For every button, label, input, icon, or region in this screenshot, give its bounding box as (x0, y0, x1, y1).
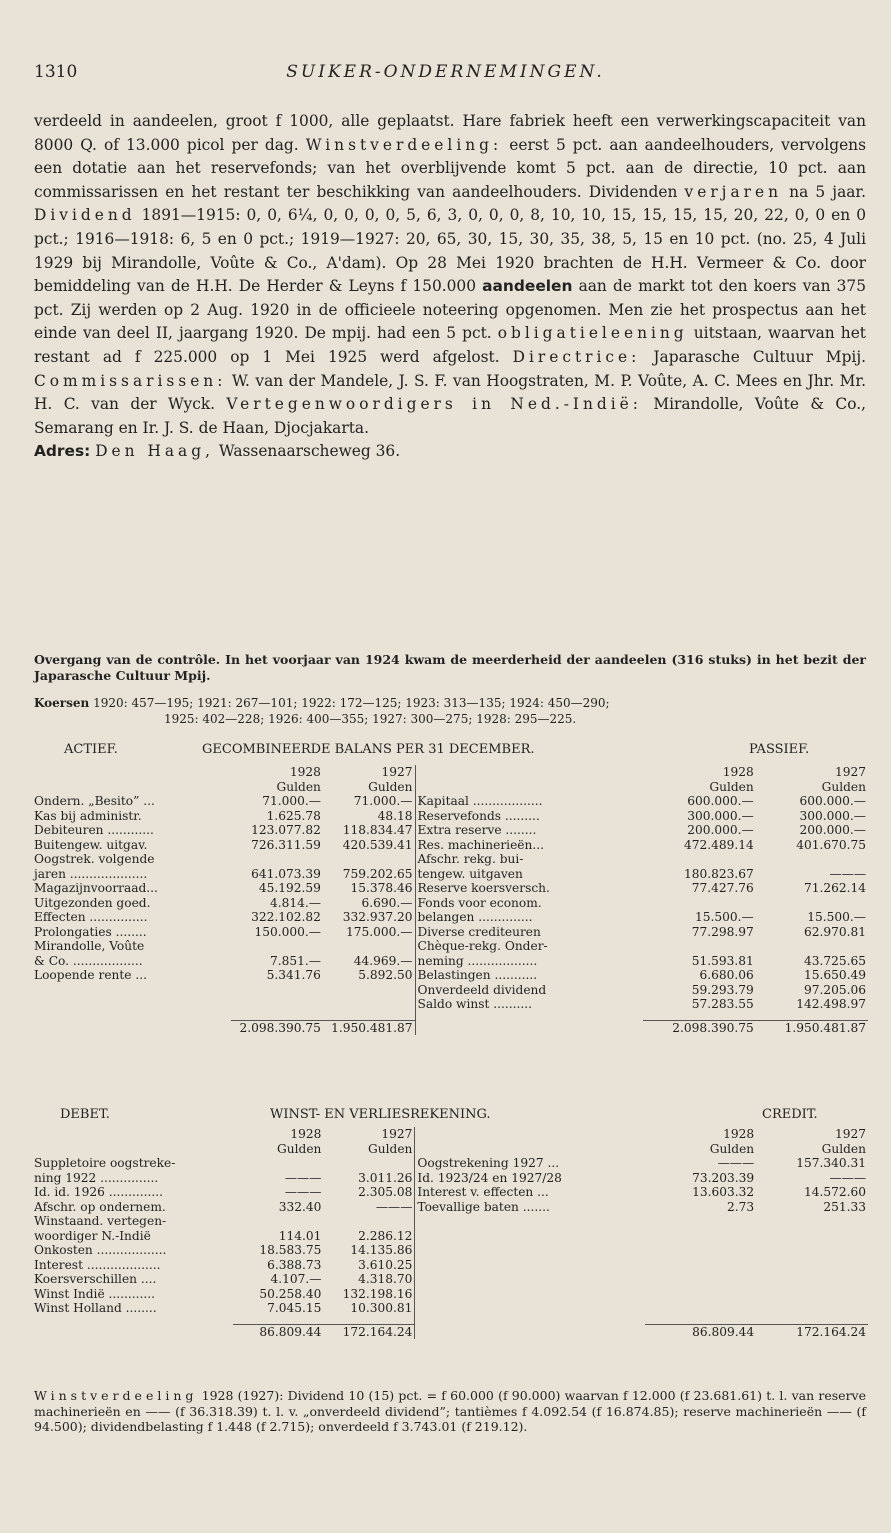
table-row (32, 1200, 868, 1215)
table-cell (643, 939, 755, 954)
table-cell (32, 983, 231, 998)
table-cell (645, 1272, 756, 1287)
table-cell: Interest ................... (34, 1257, 161, 1272)
table-cell: 142.498.97 (796, 997, 866, 1011)
table-cell: ——— (284, 1170, 322, 1185)
table-cell (645, 1214, 756, 1229)
spaced-heading: Dividend (34, 206, 136, 225)
spaced-heading: Directrice: (512, 347, 641, 366)
table-cell (323, 983, 415, 998)
table-cell: 3.011.26 (358, 1170, 413, 1185)
table-row (32, 881, 868, 896)
table-cell: woordiger N.-Indië (34, 1228, 151, 1243)
table-cell (323, 1214, 415, 1229)
koersen-label: Koersen (34, 696, 90, 710)
page-number: 1310 (34, 62, 78, 82)
table-cell: Afschr. op ondernem. (34, 1199, 166, 1214)
table-cell: Belastingen ........... (415, 968, 643, 983)
table-header-row (32, 780, 868, 795)
table-cell: 4.107.— (270, 1272, 322, 1286)
table-cell: 1928 (290, 1127, 322, 1141)
spaced-heading: Vertegenwoordigers in Ned.-Indië: (226, 395, 642, 414)
table-cell: 15.500.— (695, 910, 754, 924)
table-cell (645, 1229, 756, 1244)
table-cell: Interest v. effecten ... (415, 1185, 645, 1200)
table-cell (645, 1301, 756, 1316)
table-cell (415, 1287, 645, 1302)
table-cell (415, 1272, 645, 1287)
table-cell (323, 1316, 415, 1325)
table-cell (323, 852, 415, 867)
table-cell (32, 1127, 233, 1142)
table-cell: 43.725.65 (803, 953, 866, 968)
table-cell: neming .................. (415, 954, 643, 969)
table-cell (415, 1142, 645, 1157)
table-cell (415, 1316, 645, 1325)
table-cell: 157.340.31 (796, 1156, 866, 1170)
table-cell: Kapitaal .................. (415, 794, 643, 809)
table-cell: 300.000.— (799, 808, 866, 823)
table-cell: 1.950.481.87 (331, 1020, 413, 1035)
debet-heading: DEBET. (60, 1107, 110, 1122)
table-cell (231, 983, 323, 998)
table-row (32, 1258, 868, 1273)
page-header (34, 62, 857, 86)
profit-distribution-note: Winstverdeeling 1928 (1927): Dividend 10 (15) pct. = f 60.000 (f 90.000) waarvan f 12.000 (f 23.681.61) t. l. van reserve machinerieën en —— (f 36.318.39) t. l. v. „onverdeeld dividend”; tantièmes f 4.092.54 (f 16.874.85); reserve machinerieën —— (f 94.500); dividendbelasting f 1.448 (f 2.715); onverdeeld f 3.743.01 (f 219.12). (34, 1388, 866, 1434)
table-cell: Gulden (821, 1141, 866, 1156)
table-cell: ning 1922 ............... (34, 1170, 159, 1185)
table-row (32, 852, 868, 867)
table-cell (756, 896, 868, 911)
table-cell: Id. id. 1926 .............. (34, 1185, 163, 1199)
table-cell (756, 1287, 868, 1302)
table-cell: 123.077.82 (251, 823, 321, 837)
table-cell (756, 1214, 868, 1229)
table-cell: Gulden (709, 1141, 755, 1156)
table-cell: 7.851.— (269, 953, 321, 968)
table-cell: 77.298.97 (691, 924, 754, 939)
table-cell: 1927 (834, 765, 866, 779)
table-header-row (32, 765, 868, 780)
table-cell: 2.305.08 (358, 1185, 413, 1199)
table-cell: Res. machinerieën... (415, 838, 643, 853)
table-cell: 6.690.— (361, 895, 413, 910)
spaced-heading: Winstverdeeling: (305, 135, 503, 154)
table-cell (32, 1142, 233, 1157)
table-cell (415, 1214, 645, 1229)
table-cell: Ondern. „Besito” ... (34, 794, 155, 808)
pl-title: WINST- EN VERLIESREKENING. (270, 1107, 491, 1122)
table-cell: 6.388.73 (267, 1257, 322, 1272)
table-cell: Winst Indië ............ (34, 1286, 156, 1301)
table-cell: 1928 (722, 765, 754, 779)
table-cell (231, 997, 323, 1012)
table-row (32, 1214, 868, 1229)
table-cell: Diverse crediteuren (415, 925, 643, 940)
table-cell: 57.283.55 (691, 997, 754, 1011)
table-cell: Reservefonds ......... (415, 809, 643, 824)
table-header-row (32, 1142, 868, 1157)
control-transfer-label: Overgang van de contrôle. (34, 652, 221, 667)
table-cell: 97.205.06 (803, 982, 866, 997)
table-cell: 200.000.— (799, 823, 866, 837)
table-cell (415, 1301, 645, 1316)
table-cell (645, 1243, 756, 1258)
table-cell: 1.950.481.87 (784, 1020, 866, 1035)
table-cell: 1928 (723, 1127, 755, 1141)
profit-loss-table (32, 1127, 868, 1339)
table-row (32, 1243, 868, 1258)
table-cell: 726.311.59 (251, 837, 321, 852)
totals-row (32, 1020, 868, 1035)
table-cell: ——— (829, 866, 866, 881)
table-cell: 10.300.81 (350, 1301, 413, 1315)
table-cell (233, 1156, 324, 1171)
table-cell: 50.258.40 (259, 1286, 322, 1301)
table-cell (32, 780, 231, 795)
table-cell: 322.102.82 (251, 910, 321, 924)
table-cell: 2.73 (727, 1199, 755, 1214)
table-row (32, 939, 868, 954)
share-prices: Koersen 1920: 457—195; 1921: 267—101; 1922: 172—125; 1923: 313—135; 1924: 450—290; 1925: 402—228; 1926: 400—355; 1927: 300—275; 1928: 295—225. (34, 696, 610, 726)
table-cell: 175.000.— (346, 924, 413, 939)
table-cell: ——— (284, 1185, 322, 1199)
spaced-heading: Commissarissen: (34, 371, 227, 390)
table-cell: Afschr. rekg. bui- (415, 852, 643, 867)
table-cell (32, 1316, 233, 1325)
table-row (32, 867, 868, 882)
table-cell: Buitengew. uitgav. (34, 837, 148, 852)
table-cell: 45.192.59 (258, 881, 321, 895)
table-cell: 1927 (381, 1127, 413, 1141)
table-cell (756, 1258, 868, 1273)
table-cell: Saldo winst .......... (415, 997, 643, 1012)
table-row (32, 1185, 868, 1200)
table-cell: Id. 1923/24 en 1927/28 (415, 1171, 645, 1186)
bold-term: aandeelen (482, 277, 573, 296)
table-cell: 59.293.79 (691, 982, 754, 997)
table-cell: 420.539.41 (342, 837, 413, 852)
table-cell (32, 997, 231, 1012)
actief-heading: ACTIEF. (64, 742, 118, 757)
table-cell: Reserve koersversch. (415, 881, 643, 896)
table-header-row (32, 1127, 868, 1142)
table-cell (756, 1012, 868, 1021)
table-cell: jaren .................... (34, 866, 148, 881)
table-row (32, 794, 868, 809)
table-cell: 48.18 (377, 808, 413, 823)
table-cell (645, 1258, 756, 1273)
table-cell: Extra reserve ........ (415, 823, 643, 838)
table-cell: Gulden (821, 779, 866, 794)
table-cell: 14.135.86 (350, 1243, 413, 1257)
table-cell: ——— (717, 1156, 755, 1170)
table-cell: ——— (375, 1199, 413, 1214)
table-cell: Gulden (368, 779, 413, 794)
table-cell (643, 852, 755, 867)
table-cell (415, 765, 643, 780)
table-cell: 1927 (834, 1127, 866, 1141)
table-cell: Gulden (276, 779, 321, 794)
table-cell: 3.610.25 (358, 1257, 413, 1272)
table-row (32, 954, 868, 969)
address-label: Adres: (34, 442, 91, 461)
table-cell: 71.262.14 (803, 881, 866, 895)
table-cell: 472.489.14 (683, 837, 754, 852)
spaced-heading: obligatieleening (497, 324, 688, 343)
table-row (32, 1301, 868, 1316)
table-cell: 77.427.76 (691, 881, 754, 895)
total-separator (32, 1316, 868, 1325)
table-cell: Winst Holland ........ (34, 1301, 157, 1315)
table-cell (415, 1127, 645, 1142)
table-cell (231, 939, 323, 954)
table-cell: Magazijnvoorraad... (34, 881, 158, 895)
table-row (32, 896, 868, 911)
table-cell (643, 1012, 755, 1021)
table-row (32, 1287, 868, 1302)
table-cell: 759.202.65 (342, 866, 413, 881)
table-cell (323, 1156, 415, 1171)
table-cell: 2.098.390.75 (672, 1020, 754, 1035)
table-cell: 150.000.— (254, 924, 321, 939)
table-cell (415, 1243, 645, 1258)
table-row (32, 838, 868, 853)
table-cell: Fonds voor econom. (415, 896, 643, 911)
table-cell (756, 1301, 868, 1316)
table-cell (415, 1020, 643, 1035)
table-cell: 118.834.47 (342, 823, 413, 837)
table-row (32, 1156, 868, 1171)
table-cell: Gulden (709, 779, 754, 794)
table-cell: Winstaand. vertegen- (34, 1214, 167, 1228)
table-cell: 44.969.— (353, 953, 413, 968)
address-line: Adres: Den Haag, Wassenaarscheweg 36. (34, 442, 401, 461)
credit-heading: CREDIT. (762, 1107, 818, 1122)
table-cell: 2.286.12 (358, 1228, 413, 1243)
table-cell: 172.164.24 (796, 1324, 866, 1339)
table-cell: Debiteuren ............ (34, 823, 154, 837)
control-transfer-note: Overgang van de contrôle. In het voorjaar van 1924 kwam de meerderheid der aandeelen (316 stuks) in het bezit der Japarasche Cultuur Mpij. (34, 652, 866, 683)
table-row (32, 997, 868, 1012)
table-cell: Suppletoire oogstreke- (34, 1156, 176, 1170)
table-cell: Gulden (368, 1141, 413, 1156)
table-cell: 62.970.81 (803, 924, 866, 939)
table-cell: 332.937.20 (342, 910, 413, 924)
table-cell: 1928 (289, 765, 321, 779)
table-cell: Onkosten .................. (34, 1243, 167, 1257)
table-cell: 13.603.32 (692, 1185, 755, 1199)
table-cell (415, 780, 643, 795)
table-cell: & Co. .................. (34, 953, 143, 968)
table-cell: Chèque-rekg. Onder- (415, 939, 643, 954)
table-row (32, 925, 868, 940)
total-separator (32, 1012, 868, 1021)
table-cell (756, 939, 868, 954)
table-cell (323, 1012, 415, 1021)
table-cell (32, 765, 231, 780)
table-cell: 401.670.75 (796, 837, 866, 852)
table-cell: 2.098.390.75 (239, 1020, 321, 1035)
table-row (32, 983, 868, 998)
table-cell: 15.500.— (807, 910, 866, 924)
passief-heading: PASSIEF. (749, 742, 810, 757)
table-row (32, 1171, 868, 1186)
table-cell: Kas bij administr. (34, 808, 142, 823)
table-cell: 641.073.39 (251, 866, 321, 881)
table-cell (415, 1229, 645, 1244)
balance-title: GECOMBINEERDE BALANS PER 31 DECEMBER. (202, 742, 535, 757)
table-cell: Loopende rente ... (34, 968, 148, 982)
running-title: SUIKER-ONDERNEMINGEN. (286, 62, 605, 82)
table-cell: Koersverschillen .... (34, 1272, 157, 1286)
winstverdeeling-label: Winstverdeeling (34, 1388, 198, 1403)
table-cell: 251.33 (823, 1199, 866, 1214)
table-cell: 4.318.70 (358, 1272, 413, 1286)
table-cell: 86.809.44 (259, 1324, 322, 1339)
description-paragraph: verdeeld in aandeelen, groot f 1000, alle geplaatst. Hare fabriek heeft een verwerkingscapaciteit van 8000 Q. of 13.000 picol per dag. Winstverdeeling: eerst 5 pct. aan aandeelhouders, vervolgens een dotatie aan het reservefonds; van het overblijvende komt 5 pct. aan de directie, 10 pct. aan commissarissen en het restant ter beschikking van aandeelhouders. Dividenden verjaren na 5 jaar. Dividend 1891—1915: 0, 0, 6¼, 0, 0, 0, 0, 5, 6, 3, 0, 0, 0, 8, 10, 10, 15, 15, 15, 15, 20, 22, 0, 0 en 0 pct.; 1916—1918: 6, 5 en 0 pct.; 1919—1927: 20, 65, 30, 15, 30, 35, 38, 5, 15 en 10 pct. (no. 25, 4 Juli 1929 bij Mirandolle, Voûte & Co., A'dam). Op 28 Mei 1920 brachten de H.H. Vermeer & Co. door bemiddeling van de H.H. De Herder & Leyns f 150.000 aandeelen aan de markt tot den koers van 375 pct. Zij werden op 2 Aug. 1920 in de officieele noteering opgenomen. Men zie het prospectus aan het einde van deel II, jaargang 1920. De mpij. had een 5 pct. obligatieleening uitstaan, waarvan het restant ad f 225.000 op 1 Mei 1925 werd afgelost. Directrice: Japarasche Cultuur Mpij. Commissarissen: W. van der Mandele, J. S. F. van Hoogstraten, M. P. Voûte, A. C. Mees en Jhr. Mr. H. C. van der Wyck. Vertegenwoordigers in Ned.-Indië: Mirandolle, Voûte & Co., Semarang en Ir. J. S. de Haan, Djocjakarta. (34, 112, 867, 437)
table-cell: 1.625.78 (266, 808, 321, 823)
table-cell (756, 1243, 868, 1258)
table-cell (645, 1287, 756, 1302)
table-cell: 73.203.39 (692, 1170, 755, 1185)
table-cell: Onverdeeld dividend (415, 983, 643, 998)
spaced-heading: verjaren (684, 182, 783, 201)
table-cell: Mirandolle, Voûte (34, 939, 145, 953)
table-cell (233, 1316, 324, 1325)
table-cell: 180.823.67 (683, 866, 754, 881)
table-cell: 4.814.— (269, 895, 321, 910)
table-cell: 132.198.16 (342, 1286, 413, 1301)
table-cell: 15.378.46 (350, 881, 413, 895)
table-row (32, 1229, 868, 1244)
table-cell (415, 1012, 643, 1021)
table-cell: 200.000.— (687, 823, 754, 837)
table-cell (756, 1272, 868, 1287)
table-cell: 7.045.15 (267, 1301, 322, 1315)
table-cell (643, 896, 755, 911)
table-cell (231, 852, 323, 867)
table-cell: ——— (829, 1170, 866, 1185)
table-cell (323, 997, 415, 1012)
table-row (32, 968, 868, 983)
table-row (32, 809, 868, 824)
table-cell (756, 852, 868, 867)
table-cell: 5.892.50 (358, 968, 413, 982)
company-description (34, 110, 866, 464)
table-cell: 600.000.— (799, 794, 866, 808)
balance-sheet-table (32, 765, 868, 1035)
table-cell: Toevallige baten ....... (415, 1200, 645, 1215)
table-cell (756, 1316, 868, 1325)
table-cell: 51.593.81 (691, 953, 754, 968)
table-cell: Uitgezonden goed. (34, 895, 151, 910)
table-cell (32, 1020, 231, 1035)
table-row (32, 910, 868, 925)
table-cell: Oogstrek. volgende (34, 852, 155, 866)
table-cell: Prolongaties ........ (34, 924, 147, 939)
table-cell: 600.000.— (687, 794, 754, 808)
table-cell: belangen .............. (415, 910, 643, 925)
table-cell (415, 1258, 645, 1273)
table-cell: 14.572.60 (803, 1185, 866, 1199)
table-cell: 114.01 (278, 1228, 322, 1243)
totals-row (32, 1324, 868, 1339)
table-cell (32, 1012, 231, 1021)
table-cell (645, 1316, 756, 1325)
table-cell: 6.680.06 (699, 968, 754, 982)
table-cell: 1927 (381, 765, 413, 779)
table-cell: 86.809.44 (692, 1324, 755, 1339)
table-cell: Gulden (277, 1141, 322, 1156)
table-cell: 5.341.76 (266, 968, 321, 982)
table-cell (231, 1012, 323, 1021)
table-cell: 300.000.— (687, 808, 754, 823)
table-cell (233, 1214, 324, 1229)
table-cell: 71.000.— (353, 794, 413, 808)
table-cell: Oogstrekening 1927 ... (415, 1156, 645, 1171)
table-cell (323, 939, 415, 954)
table-cell: 15.650.49 (803, 968, 866, 982)
table-cell: tengew. uitgaven (415, 867, 643, 882)
table-cell: 172.164.24 (342, 1324, 413, 1339)
table-cell: 332.40 (278, 1199, 322, 1214)
table-cell (756, 1229, 868, 1244)
table-row (32, 823, 868, 838)
table-cell (32, 1324, 233, 1339)
table-cell: Effecten ............... (34, 910, 148, 924)
table-cell: 18.583.75 (259, 1243, 322, 1257)
table-row (32, 1272, 868, 1287)
table-cell: 71.000.— (262, 794, 321, 808)
table-cell (415, 1324, 645, 1339)
